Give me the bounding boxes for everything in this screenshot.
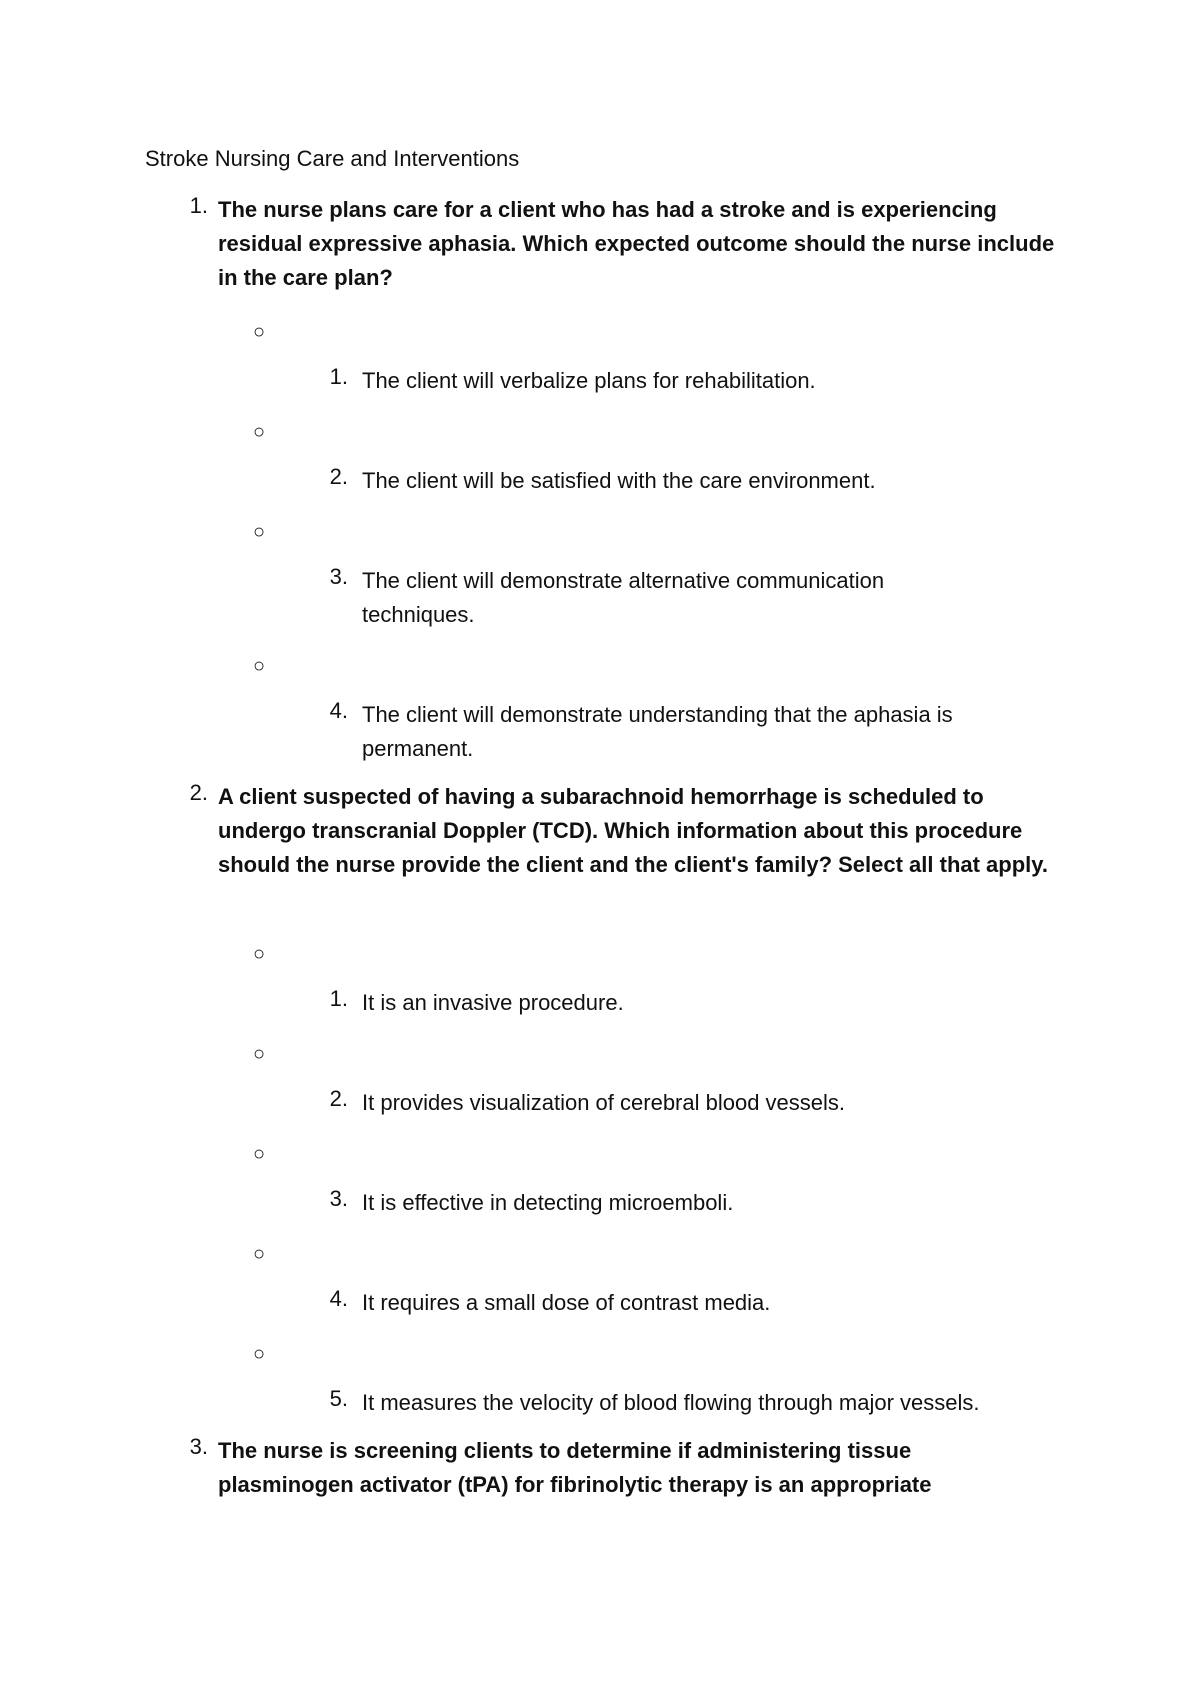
option-number: 4. [329, 698, 348, 723]
option-bullet: ○ [253, 421, 266, 443]
option-number: 2. [329, 464, 348, 489]
question-number: 1. [189, 193, 208, 218]
question-text: The nurse plans care for a client who has had a stroke and is experiencing residual expressive aphasia. Which expected outcome should the nurse include in the care plan? [218, 197, 1055, 290]
question-text: A client suspected of having a subarachnoid hemorrhage is scheduled to undergo transcranial Doppler (TCD). Which information about this procedure should the nurse provide the client and the client's family? Select all that apply. [218, 784, 1048, 877]
option-number: 2. [329, 1086, 348, 1111]
option-bullet: ○ [253, 655, 266, 677]
document-title: Stroke Nursing Care and Interventions [145, 146, 520, 171]
option-text: The client will demonstrate alternative communication techniques. [362, 568, 885, 627]
option-number: 5. [329, 1386, 348, 1411]
option-bullet: ○ [253, 521, 266, 543]
option-number: 1. [329, 986, 348, 1011]
question-number: 2. [189, 780, 208, 805]
option-bullet: ○ [253, 943, 266, 965]
option-bullet: ○ [253, 1243, 266, 1265]
option-text: The client will demonstrate understanding that the aphasia is permanent. [362, 702, 953, 761]
option-bullet: ○ [253, 321, 266, 343]
option-bullet: ○ [253, 1043, 266, 1065]
option-text: It requires a small dose of contrast media. [362, 1290, 771, 1315]
option-text: It measures the velocity of blood flowing through major vessels. [362, 1390, 980, 1415]
option-text: It is an invasive procedure. [362, 990, 624, 1015]
option-number: 3. [329, 564, 348, 589]
option-text: It is effective in detecting microemboli. [362, 1190, 734, 1215]
option-bullet: ○ [253, 1143, 266, 1165]
option-text: It provides visualization of cerebral blood vessels. [362, 1090, 846, 1115]
option-bullet: ○ [253, 1343, 266, 1365]
option-text: The client will be satisfied with the care environment. [362, 468, 876, 493]
option-number: 4. [329, 1286, 348, 1311]
question-text: The nurse is screening clients to determine if administering tissue plasminogen activator (tPA) for fibrinolytic therapy is an appropriate [218, 1438, 932, 1497]
option-number: 1. [329, 364, 348, 389]
question-number: 3. [189, 1434, 208, 1459]
option-number: 3. [329, 1186, 348, 1211]
option-text: The client will verbalize plans for rehabilitation. [362, 368, 816, 393]
